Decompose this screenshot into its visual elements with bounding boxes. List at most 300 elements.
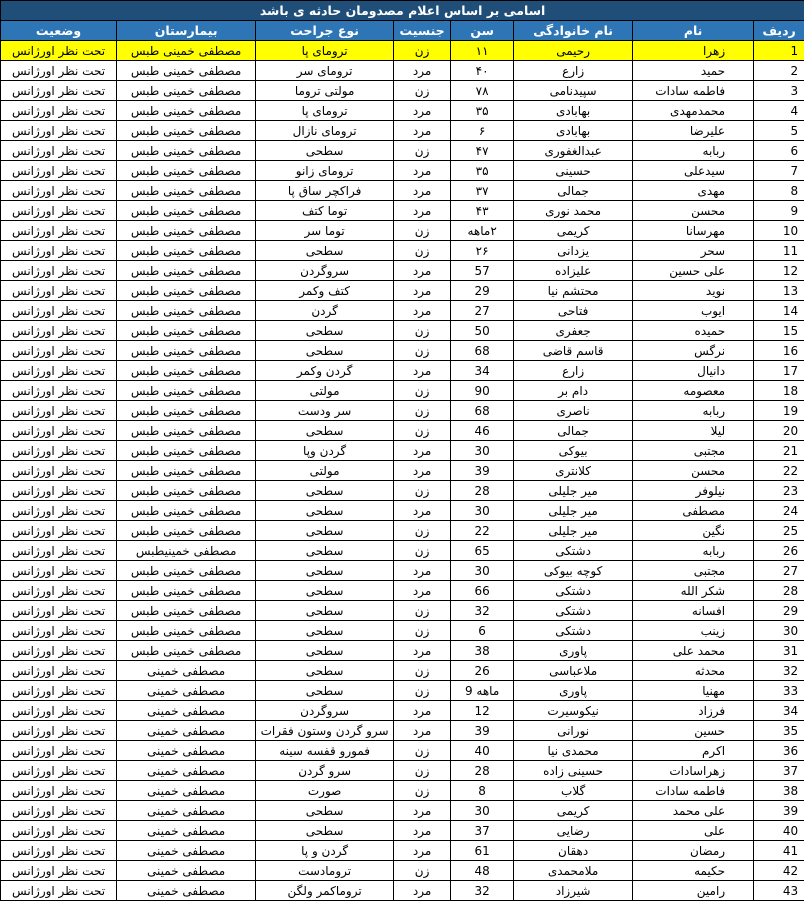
cell-last-name[interactable]: دشتکی [514,621,633,641]
cell-hospital[interactable]: مصطفی خمینی طبس [117,241,256,261]
cell-hospital[interactable]: مصطفی خمینی طبس [117,81,256,101]
cell-last-name[interactable]: میر جلیلی [514,501,633,521]
cell-hospital[interactable]: مصطفی خمینی طبس [117,401,256,421]
header-hospital[interactable]: بیمارستان [117,21,256,41]
cell-first-name[interactable]: ربابه [633,141,754,161]
cell-status[interactable]: تحت نظر اورژانس [1,221,117,241]
cell-injury-type[interactable]: سروگردن [256,701,394,721]
cell-first-name[interactable]: زینب [633,621,754,641]
cell-first-name[interactable]: محدثه [633,661,754,681]
cell-sex[interactable]: زن [394,321,451,341]
cell-status[interactable]: تحت نظر اورژانس [1,681,117,701]
cell-injury-type[interactable]: صورت [256,781,394,801]
cell-hospital[interactable]: مصطفی خمینی [117,841,256,861]
cell-sex[interactable]: مرد [394,581,451,601]
cell-hospital[interactable]: مصطفی خمینی طبس [117,101,256,121]
cell-age[interactable]: ۲۶ [451,241,514,261]
cell-injury-type[interactable]: فراکچر ساق پا [256,181,394,201]
cell-age[interactable]: 40 [451,741,514,761]
cell-row-number[interactable]: 5 [754,121,804,141]
cell-hospital[interactable]: مصطفی خمینی طبس [117,441,256,461]
cell-status[interactable]: تحت نظر اورژانس [1,381,117,401]
cell-age[interactable]: 30 [451,561,514,581]
cell-first-name[interactable]: حمیده [633,321,754,341]
header-injury-type[interactable]: نوع جراحت [256,21,394,41]
cell-sex[interactable]: زن [394,861,451,881]
cell-first-name[interactable]: مجتبی [633,441,754,461]
cell-row-number[interactable]: 3 [754,81,804,101]
cell-sex[interactable]: مرد [394,441,451,461]
cell-first-name[interactable]: حسین [633,721,754,741]
cell-injury-type[interactable]: ترومای پا [256,101,394,121]
cell-row-number[interactable]: 25 [754,521,804,541]
cell-age[interactable]: 68 [451,401,514,421]
cell-first-name[interactable]: زهراسادات [633,761,754,781]
cell-first-name[interactable]: محمد علی [633,641,754,661]
cell-age[interactable]: ۳۷ [451,181,514,201]
cell-last-name[interactable]: ملاعباسی [514,661,633,681]
cell-row-number[interactable]: 17 [754,361,804,381]
cell-row-number[interactable]: 15 [754,321,804,341]
cell-injury-type[interactable]: ترومای نازال [256,121,394,141]
cell-hospital[interactable]: مصطفی خمینی طبس [117,521,256,541]
cell-last-name[interactable]: دهقان [514,841,633,861]
cell-injury-type[interactable]: سر ودست [256,401,394,421]
cell-age[interactable]: ۴۳ [451,201,514,221]
cell-hospital[interactable]: مصطفی خمینی طبس [117,381,256,401]
cell-age[interactable]: 6 [451,621,514,641]
cell-status[interactable]: تحت نظر اورژانس [1,861,117,881]
cell-last-name[interactable]: عبدالغفوری [514,141,633,161]
cell-age[interactable]: 32 [451,601,514,621]
cell-last-name[interactable]: جمالی [514,181,633,201]
cell-hospital[interactable]: مصطفی خمینی طبس [117,601,256,621]
cell-first-name[interactable]: شکر الله [633,581,754,601]
cell-injury-type[interactable]: توما کتف [256,201,394,221]
cell-age[interactable]: 12 [451,701,514,721]
cell-sex[interactable]: زن [394,481,451,501]
cell-injury-type[interactable]: سطحی [256,321,394,341]
cell-first-name[interactable]: حکیمه [633,861,754,881]
cell-hospital[interactable]: مصطفی خمینی طبس [117,341,256,361]
cell-age[interactable]: 30 [451,501,514,521]
cell-age[interactable]: 39 [451,721,514,741]
cell-hospital[interactable]: مصطفی خمینی [117,801,256,821]
cell-injury-type[interactable]: ترومادست [256,861,394,881]
cell-sex[interactable]: زن [394,661,451,681]
cell-status[interactable]: تحت نظر اورژانس [1,721,117,741]
cell-status[interactable]: تحت نظر اورژانس [1,441,117,461]
cell-sex[interactable]: زن [394,741,451,761]
cell-last-name[interactable]: نیکوسیرت [514,701,633,721]
cell-sex[interactable]: زن [394,781,451,801]
cell-last-name[interactable]: شیرزاد [514,881,633,901]
cell-age[interactable]: 32 [451,881,514,901]
cell-hospital[interactable]: مصطفی خمینی طبس [117,461,256,481]
cell-first-name[interactable]: محسن [633,461,754,481]
header-status[interactable]: وضعیت [1,21,117,41]
cell-status[interactable]: تحت نظر اورژانس [1,621,117,641]
cell-sex[interactable]: مرد [394,641,451,661]
cell-status[interactable]: تحت نظر اورژانس [1,521,117,541]
header-age[interactable]: سن [451,21,514,41]
cell-first-name[interactable]: ایوب [633,301,754,321]
cell-last-name[interactable]: محمد نوری [514,201,633,221]
cell-row-number[interactable]: 42 [754,861,804,881]
cell-row-number[interactable]: 16 [754,341,804,361]
cell-last-name[interactable]: علیزاده [514,261,633,281]
cell-status[interactable]: تحت نظر اورژانس [1,601,117,621]
cell-sex[interactable]: مرد [394,101,451,121]
cell-injury-type[interactable]: فمورو قفسه سینه [256,741,394,761]
cell-injury-type[interactable]: گردن وکمر [256,361,394,381]
cell-last-name[interactable]: میر جلیلی [514,481,633,501]
cell-age[interactable]: ۳۵ [451,101,514,121]
cell-hospital[interactable]: مصطفی خمینی طبس [117,321,256,341]
cell-status[interactable]: تحت نظر اورژانس [1,561,117,581]
header-row-number[interactable]: ردیف [754,21,804,41]
cell-injury-type[interactable]: سطحی [256,801,394,821]
cell-hospital[interactable]: مصطفی خمینی طبس [117,41,256,61]
cell-row-number[interactable]: 24 [754,501,804,521]
cell-injury-type[interactable]: سرو گردن [256,761,394,781]
cell-injury-type[interactable]: سطحی [256,641,394,661]
cell-first-name[interactable]: محسن [633,201,754,221]
cell-row-number[interactable]: 13 [754,281,804,301]
cell-row-number[interactable]: 22 [754,461,804,481]
cell-injury-type[interactable]: مولتی تروما [256,81,394,101]
cell-sex[interactable]: زن [394,81,451,101]
cell-first-name[interactable]: علی حسین [633,261,754,281]
cell-sex[interactable]: مرد [394,301,451,321]
cell-status[interactable]: تحت نظر اورژانس [1,181,117,201]
cell-hospital[interactable]: مصطفی خمینی [117,721,256,741]
cell-last-name[interactable]: قاسم قاضی [514,341,633,361]
cell-row-number[interactable]: 23 [754,481,804,501]
cell-hospital[interactable]: مصطفی خمینی طبس [117,281,256,301]
cell-first-name[interactable]: فاطمه سادات [633,781,754,801]
cell-hospital[interactable]: مصطفی خمینی طبس [117,481,256,501]
cell-last-name[interactable]: رضایی [514,821,633,841]
cell-sex[interactable]: زن [394,421,451,441]
cell-row-number[interactable]: 32 [754,661,804,681]
cell-injury-type[interactable]: سطحی [256,541,394,561]
cell-age[interactable]: 61 [451,841,514,861]
cell-status[interactable]: تحت نظر اورژانس [1,641,117,661]
cell-injury-type[interactable]: سطحی [256,601,394,621]
cell-hospital[interactable]: مصطفی خمینی طبس [117,261,256,281]
cell-sex[interactable]: مرد [394,121,451,141]
cell-sex[interactable]: زن [394,601,451,621]
cell-hospital[interactable]: مصطفی خمینی [117,781,256,801]
cell-status[interactable]: تحت نظر اورژانس [1,881,117,901]
cell-sex[interactable]: زن [394,621,451,641]
cell-status[interactable]: تحت نظر اورژانس [1,281,117,301]
cell-sex[interactable]: زن [394,381,451,401]
cell-last-name[interactable]: جمالی [514,421,633,441]
cell-sex[interactable]: مرد [394,201,451,221]
cell-age[interactable]: 57 [451,261,514,281]
cell-age[interactable]: ۳۵ [451,161,514,181]
cell-row-number[interactable]: 7 [754,161,804,181]
cell-injury-type[interactable]: ترومای زانو [256,161,394,181]
cell-sex[interactable]: مرد [394,701,451,721]
cell-first-name[interactable]: ربابه [633,401,754,421]
cell-status[interactable]: تحت نظر اورژانس [1,161,117,181]
cell-status[interactable]: تحت نظر اورژانس [1,121,117,141]
cell-sex[interactable]: مرد [394,801,451,821]
cell-injury-type[interactable]: سطحی [256,501,394,521]
cell-status[interactable]: تحت نظر اورژانس [1,101,117,121]
cell-age[interactable]: 37 [451,821,514,841]
cell-last-name[interactable]: یزدانی [514,241,633,261]
cell-last-name[interactable]: فتاحی [514,301,633,321]
cell-first-name[interactable]: علی محمد [633,801,754,821]
cell-row-number[interactable]: 40 [754,821,804,841]
cell-row-number[interactable]: 11 [754,241,804,261]
cell-sex[interactable]: مرد [394,821,451,841]
cell-injury-type[interactable]: سطحی [256,141,394,161]
cell-injury-type[interactable]: سطحی [256,561,394,581]
cell-sex[interactable]: زن [394,141,451,161]
cell-hospital[interactable]: مصطفی خمینی طبس [117,641,256,661]
cell-status[interactable]: تحت نظر اورژانس [1,581,117,601]
cell-injury-type[interactable]: کتف وکمر [256,281,394,301]
cell-age[interactable]: 28 [451,761,514,781]
cell-status[interactable]: تحت نظر اورژانس [1,361,117,381]
cell-hospital[interactable]: مصطفی خمینی [117,861,256,881]
cell-injury-type[interactable]: سطحی [256,821,394,841]
cell-last-name[interactable]: پاوری [514,641,633,661]
cell-age[interactable]: 26 [451,661,514,681]
cell-first-name[interactable]: افسانه [633,601,754,621]
cell-sex[interactable]: مرد [394,261,451,281]
cell-age[interactable]: 22 [451,521,514,541]
cell-status[interactable]: تحت نظر اورژانس [1,701,117,721]
cell-status[interactable]: تحت نظر اورژانس [1,781,117,801]
cell-first-name[interactable]: فرزاد [633,701,754,721]
cell-status[interactable]: تحت نظر اورژانس [1,421,117,441]
cell-row-number[interactable]: 27 [754,561,804,581]
cell-status[interactable]: تحت نظر اورژانس [1,661,117,681]
cell-last-name[interactable]: رحیمی [514,41,633,61]
cell-row-number[interactable]: 31 [754,641,804,661]
cell-last-name[interactable]: حسینی [514,161,633,181]
cell-status[interactable]: تحت نظر اورژانس [1,41,117,61]
cell-sex[interactable]: زن [394,41,451,61]
cell-status[interactable]: تحت نظر اورژانس [1,61,117,81]
cell-age[interactable]: 30 [451,801,514,821]
cell-last-name[interactable]: بهابادی [514,101,633,121]
cell-last-name[interactable]: محتشم نیا [514,281,633,301]
cell-age[interactable]: ۱۱ [451,41,514,61]
cell-first-name[interactable]: مهرسانا [633,221,754,241]
cell-status[interactable]: تحت نظر اورژانس [1,81,117,101]
cell-hospital[interactable]: مصطفی خمینی [117,881,256,901]
cell-status[interactable]: تحت نظر اورژانس [1,801,117,821]
cell-last-name[interactable]: سپیدنامی [514,81,633,101]
cell-first-name[interactable]: علی [633,821,754,841]
cell-sex[interactable]: مرد [394,181,451,201]
cell-status[interactable]: تحت نظر اورژانس [1,261,117,281]
cell-sex[interactable]: مرد [394,721,451,741]
cell-injury-type[interactable]: سطحی [256,241,394,261]
cell-row-number[interactable]: 41 [754,841,804,861]
cell-sex[interactable]: مرد [394,161,451,181]
cell-sex[interactable]: مرد [394,361,451,381]
cell-status[interactable]: تحت نظر اورژانس [1,461,117,481]
cell-first-name[interactable]: ربابه [633,541,754,561]
cell-injury-type[interactable]: ترومای پا [256,41,394,61]
cell-status[interactable]: تحت نظر اورژانس [1,141,117,161]
cell-age[interactable]: 34 [451,361,514,381]
cell-last-name[interactable]: دشتکی [514,541,633,561]
cell-injury-type[interactable]: سطحی [256,581,394,601]
cell-injury-type[interactable]: سطحی [256,481,394,501]
cell-age[interactable]: ۲ماهه [451,221,514,241]
cell-last-name[interactable]: بهابادی [514,121,633,141]
cell-first-name[interactable]: مجتبی [633,561,754,581]
cell-status[interactable]: تحت نظر اورژانس [1,741,117,761]
cell-hospital[interactable]: مصطفی خمینیطبس [117,541,256,561]
cell-age[interactable]: 66 [451,581,514,601]
cell-first-name[interactable]: رامین [633,881,754,901]
cell-status[interactable]: تحت نظر اورژانس [1,501,117,521]
cell-row-number[interactable]: 10 [754,221,804,241]
cell-hospital[interactable]: مصطفی خمینی طبس [117,501,256,521]
cell-row-number[interactable]: 33 [754,681,804,701]
cell-last-name[interactable]: کریمی [514,221,633,241]
cell-first-name[interactable]: اکرم [633,741,754,761]
cell-first-name[interactable]: نگین [633,521,754,541]
cell-hospital[interactable]: مصطفی خمینی طبس [117,121,256,141]
cell-hospital[interactable]: مصطفی خمینی [117,701,256,721]
cell-injury-type[interactable]: مولتی [256,461,394,481]
cell-hospital[interactable]: مصطفی خمینی طبس [117,561,256,581]
cell-last-name[interactable]: ملامحمدی [514,861,633,881]
cell-first-name[interactable]: سیدعلی [633,161,754,181]
cell-status[interactable]: تحت نظر اورژانس [1,401,117,421]
cell-sex[interactable]: مرد [394,561,451,581]
cell-age[interactable]: 65 [451,541,514,561]
cell-first-name[interactable]: مصطفی [633,501,754,521]
cell-first-name[interactable]: زهرا [633,41,754,61]
cell-injury-type[interactable]: ترومای سر [256,61,394,81]
cell-status[interactable]: تحت نظر اورژانس [1,201,117,221]
cell-sex[interactable]: زن [394,241,451,261]
cell-first-name[interactable]: معصومه [633,381,754,401]
cell-last-name[interactable]: کلانتری [514,461,633,481]
cell-last-name[interactable]: حسینی زاده [514,761,633,781]
cell-first-name[interactable]: رمضان [633,841,754,861]
cell-row-number[interactable]: 43 [754,881,804,901]
cell-last-name[interactable]: دام بر [514,381,633,401]
cell-hospital[interactable]: مصطفی خمینی طبس [117,141,256,161]
cell-injury-type[interactable]: گردن و پا [256,841,394,861]
cell-injury-type[interactable]: تروماکمر ولگن [256,881,394,901]
header-last-name[interactable]: نام خانوادگی [514,21,633,41]
cell-hospital[interactable]: مصطفی خمینی طبس [117,161,256,181]
cell-hospital[interactable]: مصطفی خمینی [117,661,256,681]
cell-row-number[interactable]: 14 [754,301,804,321]
cell-sex[interactable]: مرد [394,841,451,861]
cell-first-name[interactable]: لیلا [633,421,754,441]
cell-last-name[interactable]: دشتکی [514,581,633,601]
header-sex[interactable]: جنسیت [394,21,451,41]
cell-age[interactable]: 29 [451,281,514,301]
cell-sex[interactable]: زن [394,341,451,361]
cell-status[interactable]: تحت نظر اورژانس [1,301,117,321]
cell-age[interactable]: 50 [451,321,514,341]
cell-injury-type[interactable]: گردن وپا [256,441,394,461]
cell-hospital[interactable]: مصطفی خمینی طبس [117,181,256,201]
cell-hospital[interactable]: مصطفی خمینی طبس [117,221,256,241]
cell-row-number[interactable]: 39 [754,801,804,821]
cell-hospital[interactable]: مصطفی خمینی طبس [117,621,256,641]
cell-age[interactable]: 28 [451,481,514,501]
cell-injury-type[interactable]: سطحی [256,661,394,681]
cell-row-number[interactable]: 20 [754,421,804,441]
cell-hospital[interactable]: مصطفی خمینی طبس [117,421,256,441]
cell-status[interactable]: تحت نظر اورژانس [1,541,117,561]
cell-hospital[interactable]: مصطفی خمینی [117,821,256,841]
cell-first-name[interactable]: محمدمهدی [633,101,754,121]
cell-injury-type[interactable]: سطحی [256,681,394,701]
cell-last-name[interactable]: میر جلیلی [514,521,633,541]
cell-sex[interactable]: زن [394,681,451,701]
cell-first-name[interactable]: نیلوفر [633,481,754,501]
cell-age[interactable]: 48 [451,861,514,881]
cell-last-name[interactable]: ناصری [514,401,633,421]
cell-row-number[interactable]: 2 [754,61,804,81]
cell-age[interactable]: 38 [451,641,514,661]
cell-age[interactable]: ۶ [451,121,514,141]
cell-hospital[interactable]: مصطفی خمینی طبس [117,201,256,221]
cell-age[interactable]: 30 [451,441,514,461]
cell-last-name[interactable]: کریمی [514,801,633,821]
cell-hospital[interactable]: مصطفی خمینی [117,741,256,761]
cell-last-name[interactable]: بیوکی [514,441,633,461]
cell-first-name[interactable]: حمید [633,61,754,81]
cell-row-number[interactable]: 4 [754,101,804,121]
cell-last-name[interactable]: پاوری [514,681,633,701]
cell-last-name[interactable]: دشتکی [514,601,633,621]
cell-last-name[interactable]: نورانی [514,721,633,741]
cell-age[interactable]: ماهه 9 [451,681,514,701]
cell-first-name[interactable]: مهدی [633,181,754,201]
cell-row-number[interactable]: 38 [754,781,804,801]
cell-status[interactable]: تحت نظر اورژانس [1,241,117,261]
cell-age[interactable]: ۴۷ [451,141,514,161]
cell-sex[interactable]: مرد [394,501,451,521]
cell-age[interactable]: 46 [451,421,514,441]
cell-injury-type[interactable]: سرو گردن وستون فقرات [256,721,394,741]
cell-hospital[interactable]: مصطفی خمینی طبس [117,301,256,321]
cell-first-name[interactable]: نوید [633,281,754,301]
cell-sex[interactable]: زن [394,221,451,241]
cell-first-name[interactable]: سحر [633,241,754,261]
header-first-name[interactable]: نام [633,21,754,41]
cell-first-name[interactable]: نرگس [633,341,754,361]
cell-sex[interactable]: مرد [394,881,451,901]
cell-row-number[interactable]: 37 [754,761,804,781]
cell-sex[interactable]: زن [394,761,451,781]
cell-row-number[interactable]: 34 [754,701,804,721]
cell-last-name[interactable]: جعفری [514,321,633,341]
cell-last-name[interactable]: زارع [514,361,633,381]
cell-row-number[interactable]: 18 [754,381,804,401]
cell-last-name[interactable]: کوچه بیوکی [514,561,633,581]
